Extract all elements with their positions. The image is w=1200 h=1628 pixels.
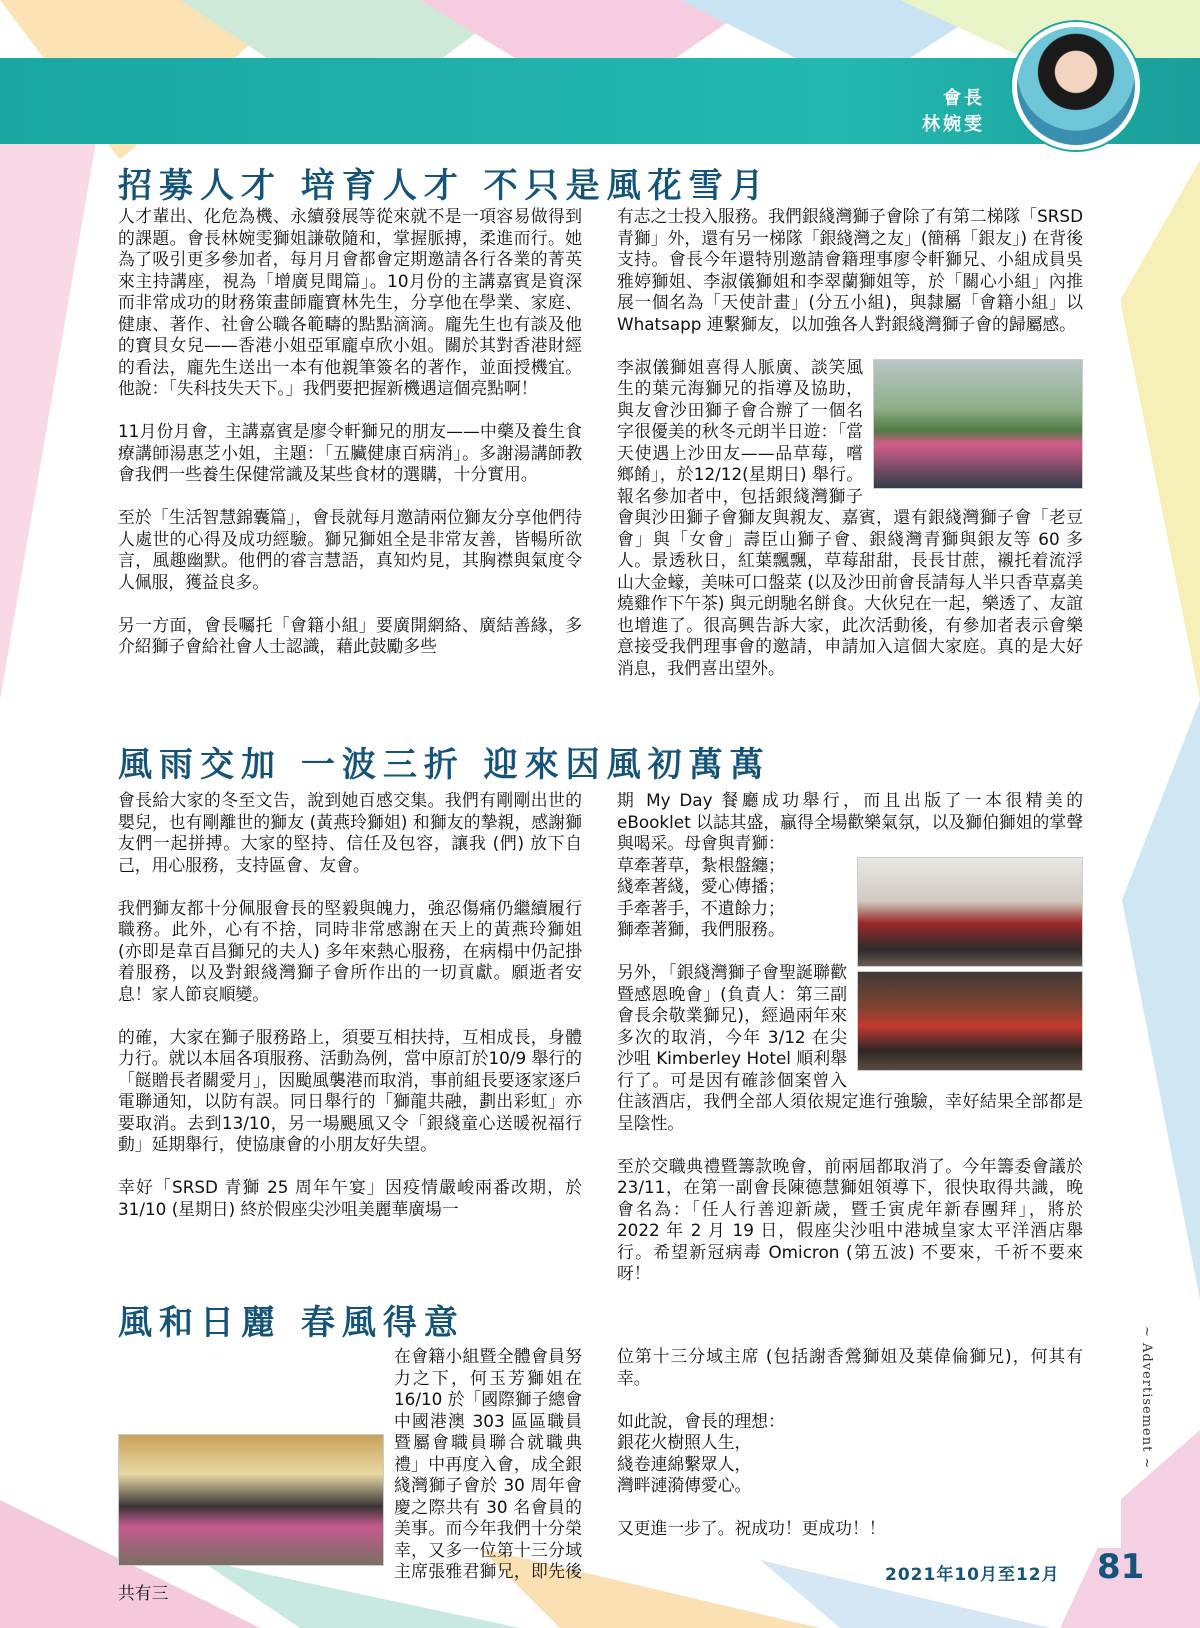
dinner-group-photo [857, 857, 1083, 967]
paragraph: 會長給大家的冬至文告，說到她百感交集。我們有剛剛出世的嬰兒，也有剛離世的獅友 (黃燕玲獅姐) 和獅友的摯親，感謝獅友們一起拼搏。大家的堅持、信任及包容，讓我 (們) 放下自己，用心服務，支持區會、友會。 [118, 790, 582, 875]
president-name: 林婉雯 [922, 114, 985, 135]
paragraph: 另一方面，會長囑托「會籍小組」要廣開網絡、廣結善緣，多介紹獅子會給社會人士認識，藉此鼓勵多些 [118, 614, 582, 656]
poem-line: 手牽著手，不遺餘力； [617, 897, 785, 918]
christmas-party-photo [857, 971, 1083, 1071]
paragraph: 如此說，會長的理想： [617, 1410, 785, 1431]
poem-line: 草牽著草，紮根盤纏； [617, 854, 785, 875]
issue-date: 2021年10月至12月 [885, 1565, 1060, 1585]
installation-ceremony-photo [118, 1434, 384, 1566]
president-caption [922, 86, 985, 138]
paragraph: 人才輩出、化危為機、永續發展等從來就不是一項容易做得到的課題。會長林婉雯獅姐謙敬隨和，掌握脈搏，柔進而行。她為了吸引更多參加者，每月月會都會定期邀請各行各業的菁英來主持講座，視為「增廣見聞篇」。10月份的主講嘉賓是資深而非常成功的財務策畫師龐寶林先生，分享他在學業、家庭、健康、著作、社會公職各範疇的點點滴滴。龐先生也有談及他的寶貝女兒——香港小姐亞軍龐卓欣小姐。關於其對香港財經的看法，龐先生送出一本有他親筆簽名的著作，並面授機宜。他說：「失科技失天下。」我們要把握新機遇這個亮點啊！ [118, 206, 582, 398]
section-3-right-column [617, 1346, 1083, 1561]
paragraph: 位第十三分域主席 (包括謝香鶯獅姐及葉偉倫獅兄)，何其有幸。 [617, 1346, 1083, 1388]
section-1-right-column [617, 206, 1083, 701]
paragraph: 李淑儀獅姐喜得人脈廣、談笑風生的葉元海獅兄的指導及協助，與友會沙田獅子會合辦了一個名字很優美的秋冬元朗半日遊：「當天使遇上沙田友——品草莓，嚐鄉餚」，於12/12(星期日) 舉行。報名參加者中，包括銀綫灣獅子會與沙田獅子會獅友與親友、嘉賓，還有銀綫灣獅子會「老豆會」與「女會」壽臣山獅子會、銀綫灣青獅與銀友等 60 多人。景透秋日，紅葉飄飄，草莓甜甜，長長甘蔗，襯托着流浮山大金蠔，美味可口盤菜 (以及沙田前會長請每人半只香草嘉美燒雞作下午茶) 與元朗馳名餅食。大伙兒在一起，樂透了、友誼也增進了。很高興告訴大家，此次活動後，有參加者表示會樂意接受我們理事會的邀請，申請加入這個大家庭。真的是大好消息，我們喜出望外。 [617, 356, 1083, 678]
section-2-heading: 風雨交加 一波三折 迎來因風初萬萬 [118, 745, 771, 785]
president-portrait [1012, 22, 1140, 150]
paragraph: 我們獅友都十分佩服會長的堅毅與魄力，強忍傷痛仍繼續履行職務。此外，心有不捨，同時非常感謝在天上的黃燕玲獅姐 (亦即是韋百昌獅兄的夫人) 多年來熱心服務，在病榻中仍記掛着服務，以及對銀綫灣獅子會所作出的一切貢獻。願逝者安息！家人節哀順變。 [118, 897, 582, 1004]
paragraph: 11月份月會，主講嘉賓是廖令軒獅兄的朋友——中藥及養生食療講師湯惠芝小姐，主題：「五臟健康百病消」。多謝湯講師教會我們一些養生保健常識及某些食材的選購，十分實用。 [118, 421, 582, 484]
paragraph: 又更進一步了。祝成功！更成功！！ [617, 1518, 886, 1538]
poem-line: 綫卷連綿繫眾人， [617, 1453, 752, 1474]
poem-line: 銀花火樹照人生， [617, 1432, 752, 1452]
poem-line: 綫牽著綫，愛心傳播； [617, 876, 785, 896]
paragraph: 的確，大家在獅子服務路上，須要互相扶持，互相成長，身體力行。就以本屆各項服務、活動為例，當中原訂於10/9 舉行的「餸贈長者關愛月」，因颱風襲港而取消，事前組長要逐家逐戶電聯通知，以防有誤。同日舉行的「獅龍共融，劃出彩虹」亦要取消。去到13/10，另一場颶風又令「銀綫童心送暖祝福行動」延期舉行，使協康會的小朋友好失望。 [118, 1026, 582, 1154]
section-2-left-column [118, 790, 582, 1242]
paragraph: 另外，「銀綫灣獅子會聖誕聯歡暨感恩晚會」(負責人：第三副會長余敬業獅兄)，經過兩年來多次的取消，今年 3/12 在尖沙咀 Kimberley Hotel 順利舉行了。可是因有確診個案曾入住該酒店，我們全部人須依規定進行強驗，幸好結果全部都是呈陰性。 [617, 962, 1083, 1133]
poem-line: 灣畔漣漪傳愛心。 [617, 1475, 752, 1495]
section-1-heading: 招募人才 培育人才 不只是風花雪月 [118, 166, 771, 206]
section-3-left-column [118, 1346, 582, 1626]
president-role: 會長 [943, 88, 985, 109]
paragraph: 有志之士投入服務。我們銀綫灣獅子會除了有第二梯隊「SRSD 青獅」外，還有另一梯隊「銀綫灣之友」(簡稱「銀友」) 在背後支持。會長今年還特別邀請會籍理事廖令軒獅兄、小組成員吳雅婷獅姐、李淑儀獅姐和李翠蘭獅姐等，於「關心小組」內推展一個名為「天使計畫」(分五小組)，與隸屬「會籍小組」以 Whatsapp 連繫獅友，以加強各人對銀綫灣獅子會的歸屬感。 [617, 206, 1083, 334]
paragraph: 幸好「SRSD 青獅 25 周年午宴」因疫情嚴峻兩番改期，於 31/10 (星期日) 終於假座尖沙咀美麗華廣場一 [118, 1177, 582, 1219]
paragraph: 至於交職典禮暨籌款晚會，前兩屆都取消了。今年籌委會議於 23/11，在第一副會長陳德慧獅姐領導下，很快取得共識，晚會名為：「任人行善迎新歲，暨壬寅虎年新春團拜」，將於 2022 年 2 月 19 日，假座尖沙咀中港城皇家太平洋酒店舉行。希望新冠病毒 Omicron (第五波) 不要來，千祈不要來呀！ [617, 1155, 1083, 1283]
paragraph: 至於「生活智慧錦囊篇」，會長就每月邀請兩位獅友分享他們待人處世的心得及成功經驗。獅兄獅姐全是非常友善，皆暢所欲言，風趣幽默。他們的睿言慧語，真知灼見，其胸襟與氣度令人佩服，獲益良多。 [118, 507, 582, 592]
section-1-left-column [118, 206, 582, 679]
paragraph: 期 My Day 餐廳成功舉行，而且出版了一本很精美的 eBooklet 以誌其盛，贏得全場歡樂氣氛，以及獅伯獅姐的掌聲與喝采。母會與青獅： [617, 790, 1083, 853]
paragraph: 在會籍小組暨全體會員努力之下，何玉芳獅姐在16/10 於「國際獅子總會中國港澳 303 區區職員暨屬會職員聯合就職典禮」中再度入會，成全銀綫灣獅子會於 30 周年會慶之際共有 30 名會員的美事。而今年我們十分榮幸，又多一位第十三分域主席張雅君獅兄，即先後共有三 [118, 1346, 582, 1603]
section-2-right-column [617, 790, 1083, 1306]
poem-line: 獅牽著獅，我們服務。 [617, 919, 785, 939]
advertisement-side-label: ~ Advertisement ~ [1139, 1326, 1154, 1470]
page-number: 81 [1097, 1547, 1145, 1587]
strawberry-outing-photo [873, 359, 1083, 489]
section-3-heading: 風和日麗 春風得意 [118, 1303, 465, 1343]
